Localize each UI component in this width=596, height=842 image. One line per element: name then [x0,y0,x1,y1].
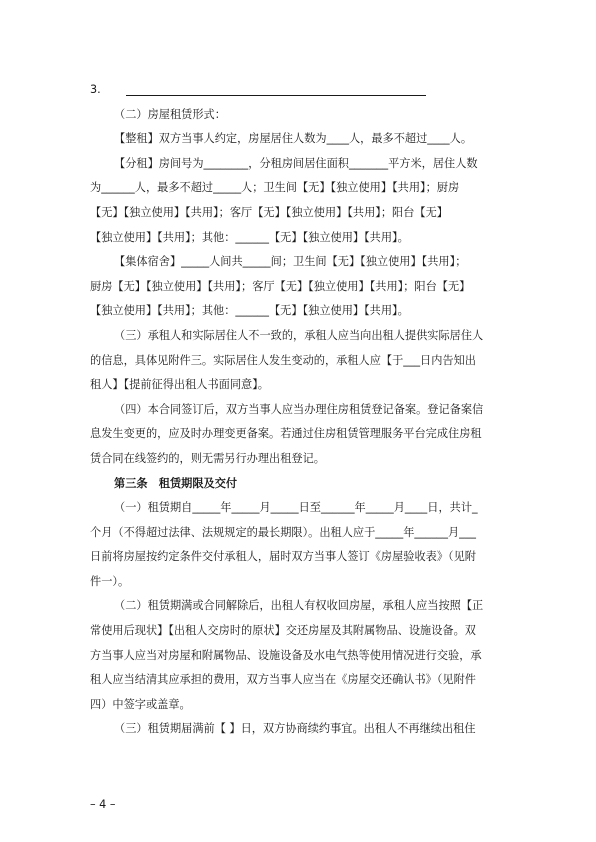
term-clause-line-1: （一）租赁期自_____年_____月_____日至______年_____月____日，共计_ [114,501,478,515]
section-3-line-1: （三）承租人和实际居住人不一致的，承租人应当向出租人提供实际居住人 [114,328,484,342]
term-clause-line-3: 日前将房屋按约定条件交付承租人，届时双方当事人签订《房屋验收表》（见附 [90,550,476,564]
term-clause-line-2: 个月（不得超过法律、法规规定的最长期限）。出租人应于_____年______月___ [90,525,476,539]
section-4-line-2: 息发生变更的，应及时办理变更备案。若通过住房租赁管理服务平台完成住房租 [90,427,482,441]
return-clause-line-2: 常使用后现状】【出租人交房时的原状】交还房屋及其附属物品、设施设备。双 [90,624,476,638]
sublet-clause-line-1: 【分租】房间号为________，分租房间居住面积_______平方米，居住人数 [114,156,478,170]
item-3-blank-rule [126,95,426,96]
item-3-label: 3. [90,83,101,96]
return-clause-line-3: 方当事人应当对房屋和附属物品、设施设备及水电气热等使用情况进行交验，承 [90,648,482,662]
dormitory-clause-line-1: 【集体宿舍】_____人间共_____间；卫生间【无】【独立使用】【共用】； [114,255,467,269]
dormitory-clause-line-3: 【独立使用】【共用】；其他：______【无】【独立使用】【共用】。 [90,304,409,318]
document-body [90,78,510,742]
return-clause-line-5: 四）中签字或盖章。 [90,697,191,711]
article-3-heading: 第三条 租赁期限及交付 [114,476,238,490]
item-3-line [90,78,510,103]
section-4-line-1: （四）本合同签订后，双方当事人应当办理住房租赁登记备案。登记备案信 [114,402,484,416]
dormitory-clause-line-2: 厨房【无】【独立使用】【共用】；客厅【无】【独立使用】【共用】；阳台【无】 [90,279,471,293]
sublet-clause-line-3: 【无】【独立使用】【共用】；客厅【无】【独立使用】【共用】；阳台【无】 [90,205,448,219]
section-3-line-3: 租人】【提前征得出租人书面同意】。 [90,378,269,392]
sublet-clause-line-4: 【独立使用】【共用】；其他：______【无】【独立使用】【共用】。 [90,230,409,244]
return-clause-line-4: 租人应当结清其应承担的费用，双方当事人应当在《房屋交还确认书》（见附件 [90,673,476,687]
section-4-line-3: 赁合同在线签约的，则无需另行办理出租登记。 [90,451,325,465]
renewal-clause-line-1: （三）租赁期届满前【 】日，双方协商续约事宜。出租人不再继续出租住 [114,722,476,736]
return-clause-line-1: （二）租赁期满或合同解除后，出租人有权收回房屋，承租人应当按照【正 [114,599,484,613]
section-2-heading: （二）房屋租赁形式： [114,107,226,121]
page-number: – 4 – [90,798,116,811]
sublet-clause-line-2: 为______人，最多不超过_____人；卫生间【无】【独立使用】【共用】；厨房 [90,181,460,195]
whole-rent-clause: 【整租】双方当事人约定，房屋居住人数为____人，最多不超过____人。 [114,132,473,146]
section-3-line-2: 的信息，具体见附件三。实际居住人发生变动的，承租人应【于___日内告知出 [90,353,476,367]
term-clause-line-4: 件一）。 [90,574,130,588]
